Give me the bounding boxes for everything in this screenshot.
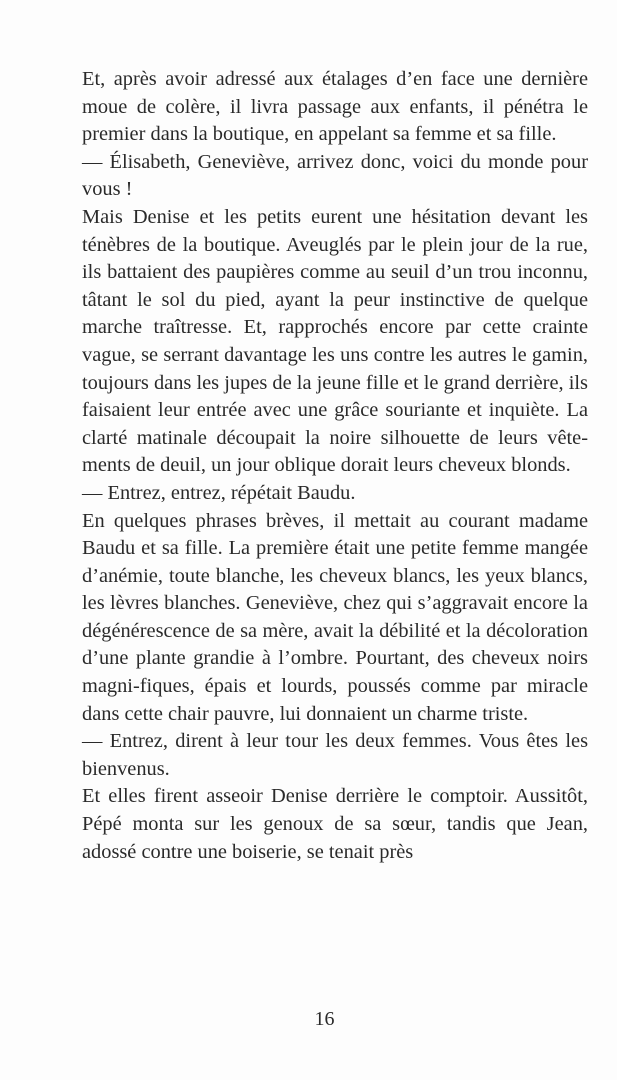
paragraph: — Entrez, dirent à leur tour les deux femmes. Vous êtes les bienvenus. xyxy=(82,730,588,780)
paragraph: Mais Denise et les petits eurent une hésitation devant les ténèbres de la boutique. Aveuglés par le plein jour de la rue, ils battaient des paupières comme au seuil d’un trou inconnu, tâtant le sol du pied, ayant la peur instinctive de quelque marche traîtresse. Et, rapprochés encore par cette crainte vague, se serrant davantage les uns contre les autres le gamin, toujours dans les jupes de la jeune fille et le grand derrière, ils faisaient leur entrée avec une grâce souriante et inquiète. La clarté matinale découpait la noire silhouette de leurs vête-ments de deuil, un jour oblique dorait leurs cheveux blonds. xyxy=(82,205,588,477)
body-text xyxy=(82,66,588,866)
paragraph: Et elles firent asseoir Denise derrière le comptoir. Aussitôt, Pépé monta sur les genoux de sa sœur, tandis que Jean, adossé contre une boiserie, se tenait près xyxy=(82,785,588,863)
page-number: 16 xyxy=(314,1008,335,1030)
paragraph: — Élisabeth, Geneviève, arrivez donc, voici du monde pour vous ! xyxy=(82,150,588,201)
paragraph: En quelques phrases brèves, il mettait au courant madame Baudu et sa fille. La première était une petite femme mangée d’anémie, toute blanche, les cheveux blancs, les yeux blancs, les lèvres blanches. Geneviève, chez qui s’aggravait encore la dégénérescence de sa mère, avait la débilité et la décoloration d’une plante grandie à l’ombre. Pourtant, des cheveux noirs magni-fiques, épais et lourds, poussés comme par miracle dans cette chair pauvre, lui donnaient un charme triste. xyxy=(82,509,588,725)
paragraph: Et, après avoir adressé aux étalages d’en face une dernière moue de colère, il livra passage aux enfants, il pénétra le premier dans la boutique, en appelant sa femme et sa fille. xyxy=(82,68,588,146)
paragraph: — Entrez, entrez, répétait Baudu. xyxy=(82,481,356,504)
